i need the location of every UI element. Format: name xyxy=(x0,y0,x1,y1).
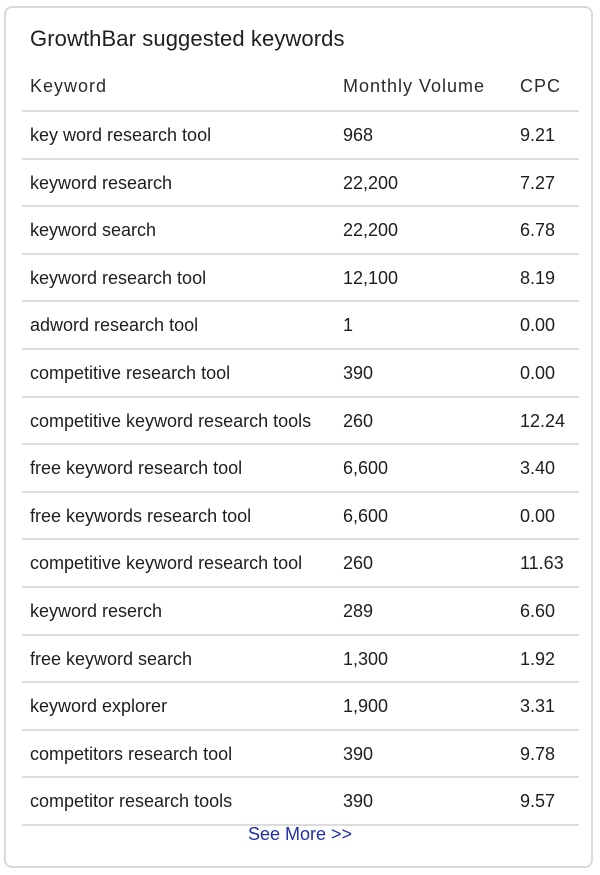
keyword-cell: keyword research tool xyxy=(30,267,207,288)
cpc-cell: 3.40 xyxy=(520,458,556,479)
see-more-link[interactable]: See More >> xyxy=(247,824,353,844)
keyword-cell: competitive keyword research tools xyxy=(30,410,312,431)
keyword-cell: free keyword search xyxy=(30,648,193,669)
table-row xyxy=(22,445,579,493)
header-keyword: Keyword xyxy=(30,76,108,96)
cpc-cell: 7.27 xyxy=(520,172,556,193)
monthly-volume-cell: 390 xyxy=(343,362,374,383)
keywords-panel xyxy=(4,6,593,868)
keyword-cell: competitive keyword research tool xyxy=(30,553,303,574)
cpc-cell: 6.60 xyxy=(520,600,556,621)
keyword-cell: free keywords research tool xyxy=(30,505,252,526)
keyword-cell: competitive research tool xyxy=(30,362,231,383)
table-row xyxy=(22,398,579,446)
table-row xyxy=(22,588,579,636)
monthly-volume-cell: 260 xyxy=(343,553,374,574)
keywords-table xyxy=(22,64,579,826)
table-header xyxy=(22,64,579,112)
monthly-volume-cell: 390 xyxy=(343,743,374,764)
header-cpc: CPC xyxy=(520,76,562,96)
cpc-cell: 8.19 xyxy=(520,267,556,288)
monthly-volume-cell: 968 xyxy=(343,125,374,145)
cpc-cell: 9.57 xyxy=(520,791,556,812)
keyword-cell: competitor research tools xyxy=(30,791,233,812)
cpc-cell: 6.78 xyxy=(520,220,556,241)
cpc-cell: 9.21 xyxy=(520,125,556,145)
monthly-volume-cell: 1,900 xyxy=(343,696,389,717)
monthly-volume-cell: 1 xyxy=(343,315,354,336)
panel-title: GrowthBar suggested keywords xyxy=(30,26,345,51)
table-row xyxy=(22,683,579,731)
cpc-cell: 11.63 xyxy=(520,553,564,574)
table-row xyxy=(22,540,579,588)
monthly-volume-cell: 289 xyxy=(343,600,374,621)
table-row xyxy=(22,160,579,208)
monthly-volume-cell: 22,200 xyxy=(343,172,399,193)
cpc-cell: 0.00 xyxy=(520,362,556,383)
table-row xyxy=(22,731,579,779)
cpc-cell: 9.78 xyxy=(520,743,556,764)
header-monthly-volume: Monthly Volume xyxy=(343,76,486,96)
keyword-cell: keyword reserch xyxy=(30,600,163,621)
keyword-cell: keyword explorer xyxy=(30,696,168,717)
keyword-cell: key word research tool xyxy=(30,125,212,145)
keyword-cell: competitors research tool xyxy=(30,743,233,764)
table-body xyxy=(22,112,579,826)
table-row xyxy=(22,350,579,398)
monthly-volume-cell: 6,600 xyxy=(343,458,389,479)
table-row xyxy=(22,112,579,160)
monthly-volume-cell: 22,200 xyxy=(343,220,399,241)
keyword-cell: free keyword research tool xyxy=(30,458,243,479)
table-row xyxy=(22,207,579,255)
monthly-volume-cell: 1,300 xyxy=(343,648,389,669)
cpc-cell: 0.00 xyxy=(520,315,556,336)
table-row xyxy=(22,255,579,303)
cpc-cell: 0.00 xyxy=(520,505,556,526)
cpc-cell: 1.92 xyxy=(520,648,556,669)
monthly-volume-cell: 12,100 xyxy=(343,267,399,288)
keyword-cell: keyword search xyxy=(30,220,157,241)
monthly-volume-cell: 6,600 xyxy=(343,505,389,526)
table-row xyxy=(22,778,579,826)
table-row xyxy=(22,302,579,350)
monthly-volume-cell: 260 xyxy=(343,410,374,431)
cpc-cell: 3.31 xyxy=(520,696,556,717)
table-row xyxy=(22,493,579,541)
cpc-cell: 12.24 xyxy=(520,410,566,431)
table-row xyxy=(22,636,579,684)
monthly-volume-cell: 390 xyxy=(343,791,374,812)
keyword-cell: keyword research xyxy=(30,172,173,193)
keyword-cell: adword research tool xyxy=(30,315,199,336)
